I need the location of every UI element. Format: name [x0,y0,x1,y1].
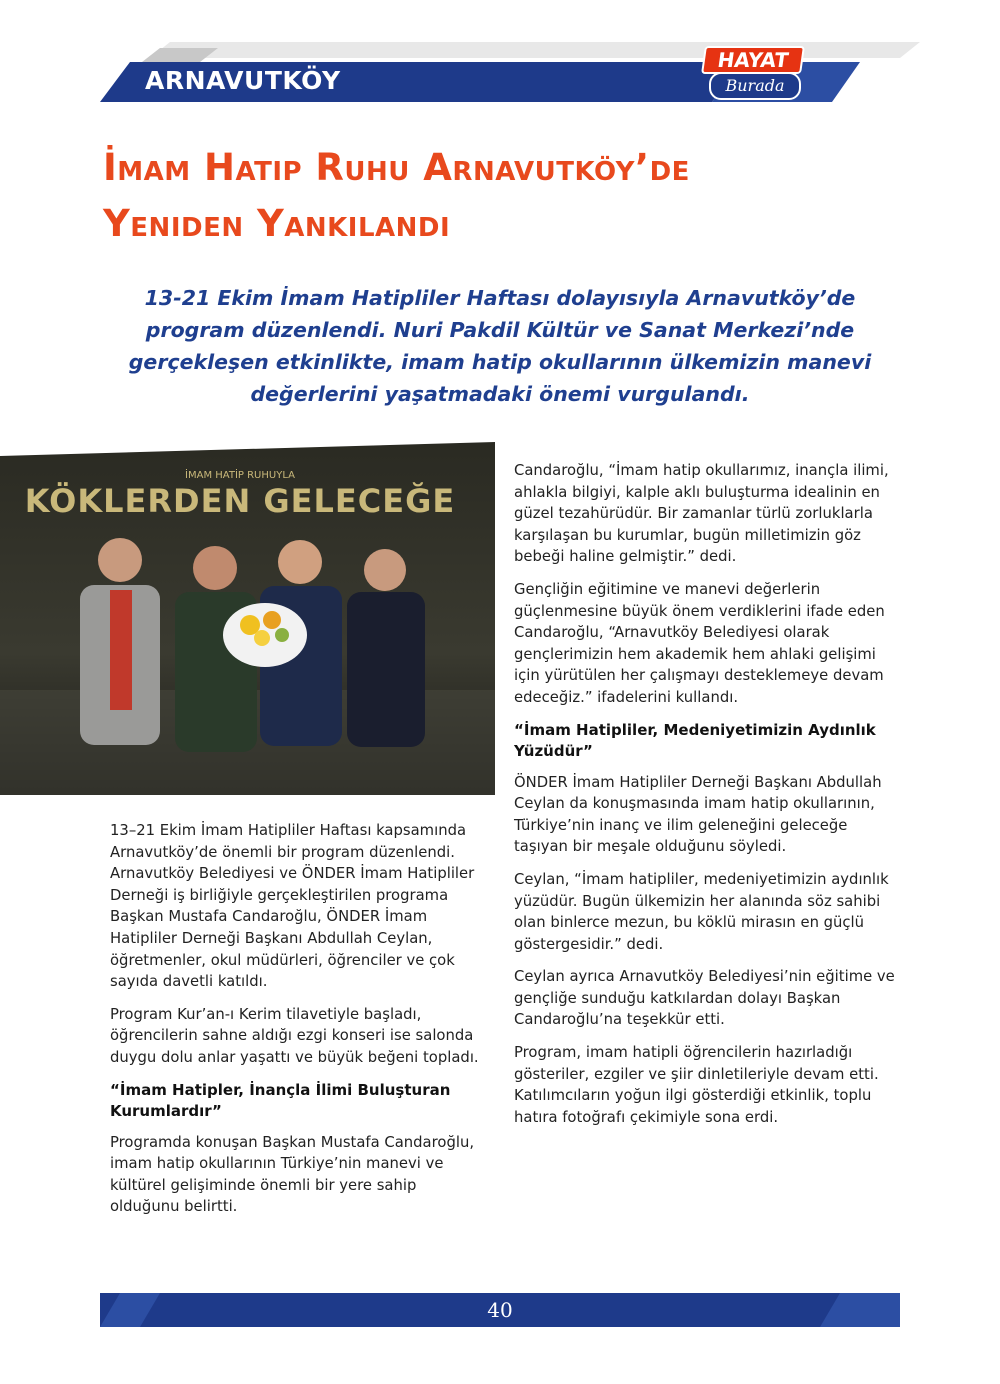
right-paragraph-3: ÖNDER İmam Hatipliler Derneği Başkanı Abdullah Ceylan da konuşmasında imam hatip okullarının, Türkiye’nin inanç ve ilim geleneğini geleceğe taşıyan bir meşale olduğunu söyledi. [514,773,882,856]
hayat-burada-logo [697,38,807,104]
left-paragraph-2: Program Kur’an-ı Kerim tilavetiyle başladı, öğrencilerin sahne aldığı ezgi konseri ise salonda duygu dolu anlar yaşattı ve büyük beğeni topladı. [110,1005,479,1066]
article-lead: 13-21 Ekim İmam Hatipliler Haftası dolayısıyla Arnavutköy’de program düzenlendi. Nuri Pakdil Kültür ve Sanat Merkezi’nde gerçekleşen etkinlikte, imam hatip okullarının ülkemizin manevi değerlerini yaşatmadaki önemi vurgulandı. [128,286,872,406]
logo-bottom-text: Burada [709,72,801,100]
title-line-1: İmam Hatip Ruhu Arnavutköy’de [103,146,690,189]
right-paragraph-6: Program, imam hatipli öğrencilerin hazırladığı gösteriler, ezgiler ve şiir dinletileriyle devam etti. Katılımcıların yoğun ilgi gösterdiği etkinlik, toplu hatıra fotoğrafı çekimiyle sona erdi. [514,1044,879,1126]
flower-bouquet [223,603,307,667]
right-paragraph-4: Ceylan, “İmam hatipliler, medeniyetimizin aydınlık yüzüdür. Bugün ülkemizin her alanında söz sahibi olan binlerce mezun, bu köklü mirasın en güçlü göstergesidir.” dedi. [514,870,889,953]
right-paragraph-5: Ceylan ayrıca Arnavutköy Belediyesi’nin eğitime ve gençliğe sunduğu katkılardan dolayı Başkan Candaroğlu’na teşekkür etti. [514,968,895,1029]
page-number: 40 [487,1298,513,1322]
section-label: ARNAVUTKÖY [145,66,341,95]
photo-banner-small: İMAM HATİP RUHUYLA [185,470,295,481]
photo-banner-large: KÖKLERDEN GELECEĞE [24,482,456,520]
article-title [103,140,903,252]
right-subheading: “İmam Hatipliler, Medeniyetimizin Aydınlık Yüzüdür” [514,720,876,760]
event-photo [0,440,495,795]
right-column [514,460,898,1139]
left-subheading: “İmam Hatipler, İnançla İlimi Buluşturan Kurumlardır” [110,1080,451,1120]
logo-top-text: HAYAT [701,46,805,74]
right-paragraph-2: Gençliğin eğitimine ve manevi değerlerin güçlenmesine büyük önem verdiklerini ifade eden Candaroğlu, “Arnavutköy Belediyesi olarak gençlerimizin hem akademik hem ahlaki gelişimi için yürütülen her çalışmayı desteklemeye devam edeceğiz.” ifadelerini kullandı. [514,580,885,706]
left-column [110,820,490,1229]
right-paragraph-1: Candaroğlu, “İmam hatip okullarımız, inançla ilimi, ahlakla bilgiyi, kalple aklı buluşturma idealinin en güzel tezahürüdür. Bir zamanlar türlü zorluklarla karşılaşan bu kurumlar, bugün milletimizin göz bebeği haline gelmiştir.” dedi. [514,462,889,566]
left-paragraph-1: 13–21 Ekim İmam Hatipliler Haftası kapsamında Arnavutköy’de önemli bir program düzenlendi. Arnavutköy Belediyesi ve ÖNDER İmam Hatipliler Derneği iş birliğiyle gerçekleştirilen programa Başkan Mustafa Candaroğlu, ÖNDER İmam Hatipliler Derneği Başkanı Abdullah Ceylan, öğretmenler, okul müdürleri, öğrenciler ve çok sayıda davetli katıldı. [110,822,475,991]
left-paragraph-3: Programda konuşan Başkan Mustafa Candaroğlu, imam hatip okullarının Türkiye’nin manevi ve kültürel gelişiminde önemli bir yere sahip olduğunu belirtti. [110,1133,475,1216]
title-line-2: Yeniden Yankılandı [103,202,451,245]
